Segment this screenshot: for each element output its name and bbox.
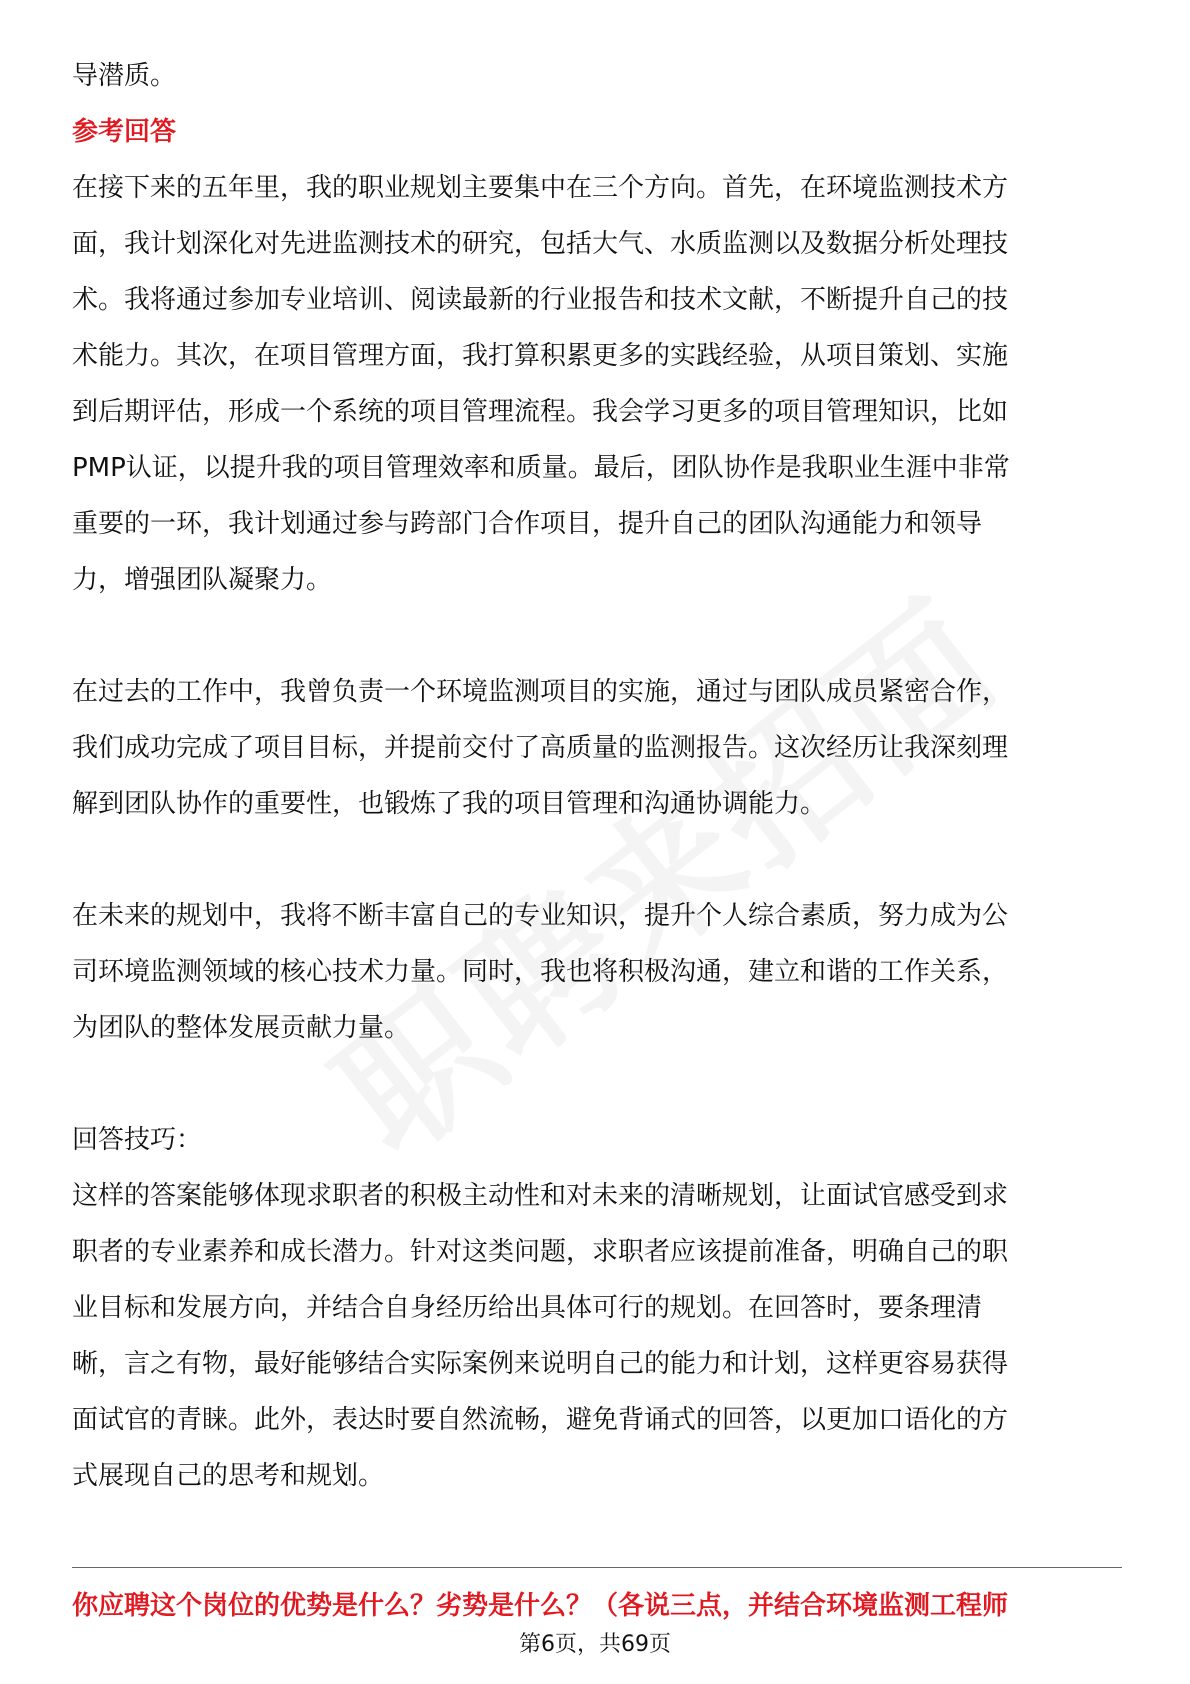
reference-answer-heading: 参考回答 (72, 117, 177, 147)
paragraph-line: 面，我计划深化对先进监测技术的研究，包括大气、水质监测以及数据分析处理技 (72, 229, 1009, 259)
paragraph-line: 力，增强团队凝聚力。 (72, 565, 333, 595)
answer-paragraph-2 (72, 664, 1122, 832)
paragraph-line: 解到团队协作的重要性，也锻炼了我的项目管理和沟通协调能力。 (72, 789, 827, 819)
next-question-heading: 你应聘这个岗位的优势是什么？劣势是什么？（各说三点，并结合环境监测工程师 (72, 1591, 1009, 1621)
paragraph-gap (72, 832, 1122, 888)
paragraph-line: 司环境监测领域的核心技术力量。同时，我也将积极沟通，建立和谐的工作关系， (72, 957, 1009, 987)
page-content (72, 48, 1122, 1504)
paragraph-line: 职者的专业素养和成长潜力。针对这类问题，求职者应该提前准备，明确自己的职 (72, 1237, 1009, 1267)
paragraph-line: 在接下来的五年里，我的职业规划主要集中在三个方向。首先，在环境监测技术方 (72, 173, 1009, 203)
paragraph-line: 面试官的青睐。此外，表达时要自然流畅，避免背诵式的回答，以更加口语化的方 (72, 1405, 1009, 1435)
paragraph-line: 在过去的工作中，我曾负责一个环境监测项目的实施，通过与团队成员紧密合作， (72, 677, 1009, 707)
paragraph-line: 在未来的规划中，我将不断丰富自己的专业知识，提升个人综合素质，努力成为公 (72, 901, 1009, 931)
answer-tips-heading: 回答技巧： (72, 1125, 203, 1155)
paragraph-line: 到后期评估，形成一个系统的项目管理流程。我会学习更多的项目管理知识，比如 (72, 397, 1009, 427)
paragraph-line: 这样的答案能够体现求职者的积极主动性和对未来的清晰规划，让面试官感受到求 (72, 1181, 1009, 1211)
paragraph-line: PMP认证，以提升我的项目管理效率和质量。最后，团队协作是我职业生涯中非常 (72, 453, 1010, 483)
paragraph-line: 业目标和发展方向，并结合自身经历给出具体可行的规划。在回答时，要条理清 (72, 1293, 983, 1323)
section-divider (72, 1567, 1122, 1568)
paragraph-line: 重要的一环，我计划通过参与跨部门合作项目，提升自己的团队沟通能力和领导 (72, 509, 983, 539)
paragraph-line: 术能力。其次，在项目管理方面，我打算积累更多的实践经验，从项目策划、实施 (72, 341, 1009, 371)
top-fragment: 导潜质。 (72, 61, 177, 91)
paragraph-line: 晰，言之有物，最好能够结合实际案例来说明自己的能力和计划，这样更容易获得 (72, 1349, 1009, 1379)
paragraph-line: 我们成功完成了项目目标，并提前交付了高质量的监测报告。这次经历让我深刻理 (72, 733, 1009, 763)
paragraph-line: 为团队的整体发展贡献力量。 (72, 1013, 411, 1043)
answer-paragraph-3 (72, 888, 1122, 1056)
answer-paragraph-1 (72, 160, 1122, 608)
paragraph-gap (72, 1056, 1122, 1112)
paragraph-gap (72, 608, 1122, 664)
paragraph-line: 术。我将通过参加专业培训、阅读最新的行业报告和技术文献，不断提升自己的技 (72, 285, 1009, 315)
page-number-footer: 第6页，共69页 (519, 1632, 671, 1657)
answer-tips-paragraph (72, 1168, 1122, 1504)
paragraph-line: 式展现自己的思考和规划。 (72, 1461, 385, 1491)
